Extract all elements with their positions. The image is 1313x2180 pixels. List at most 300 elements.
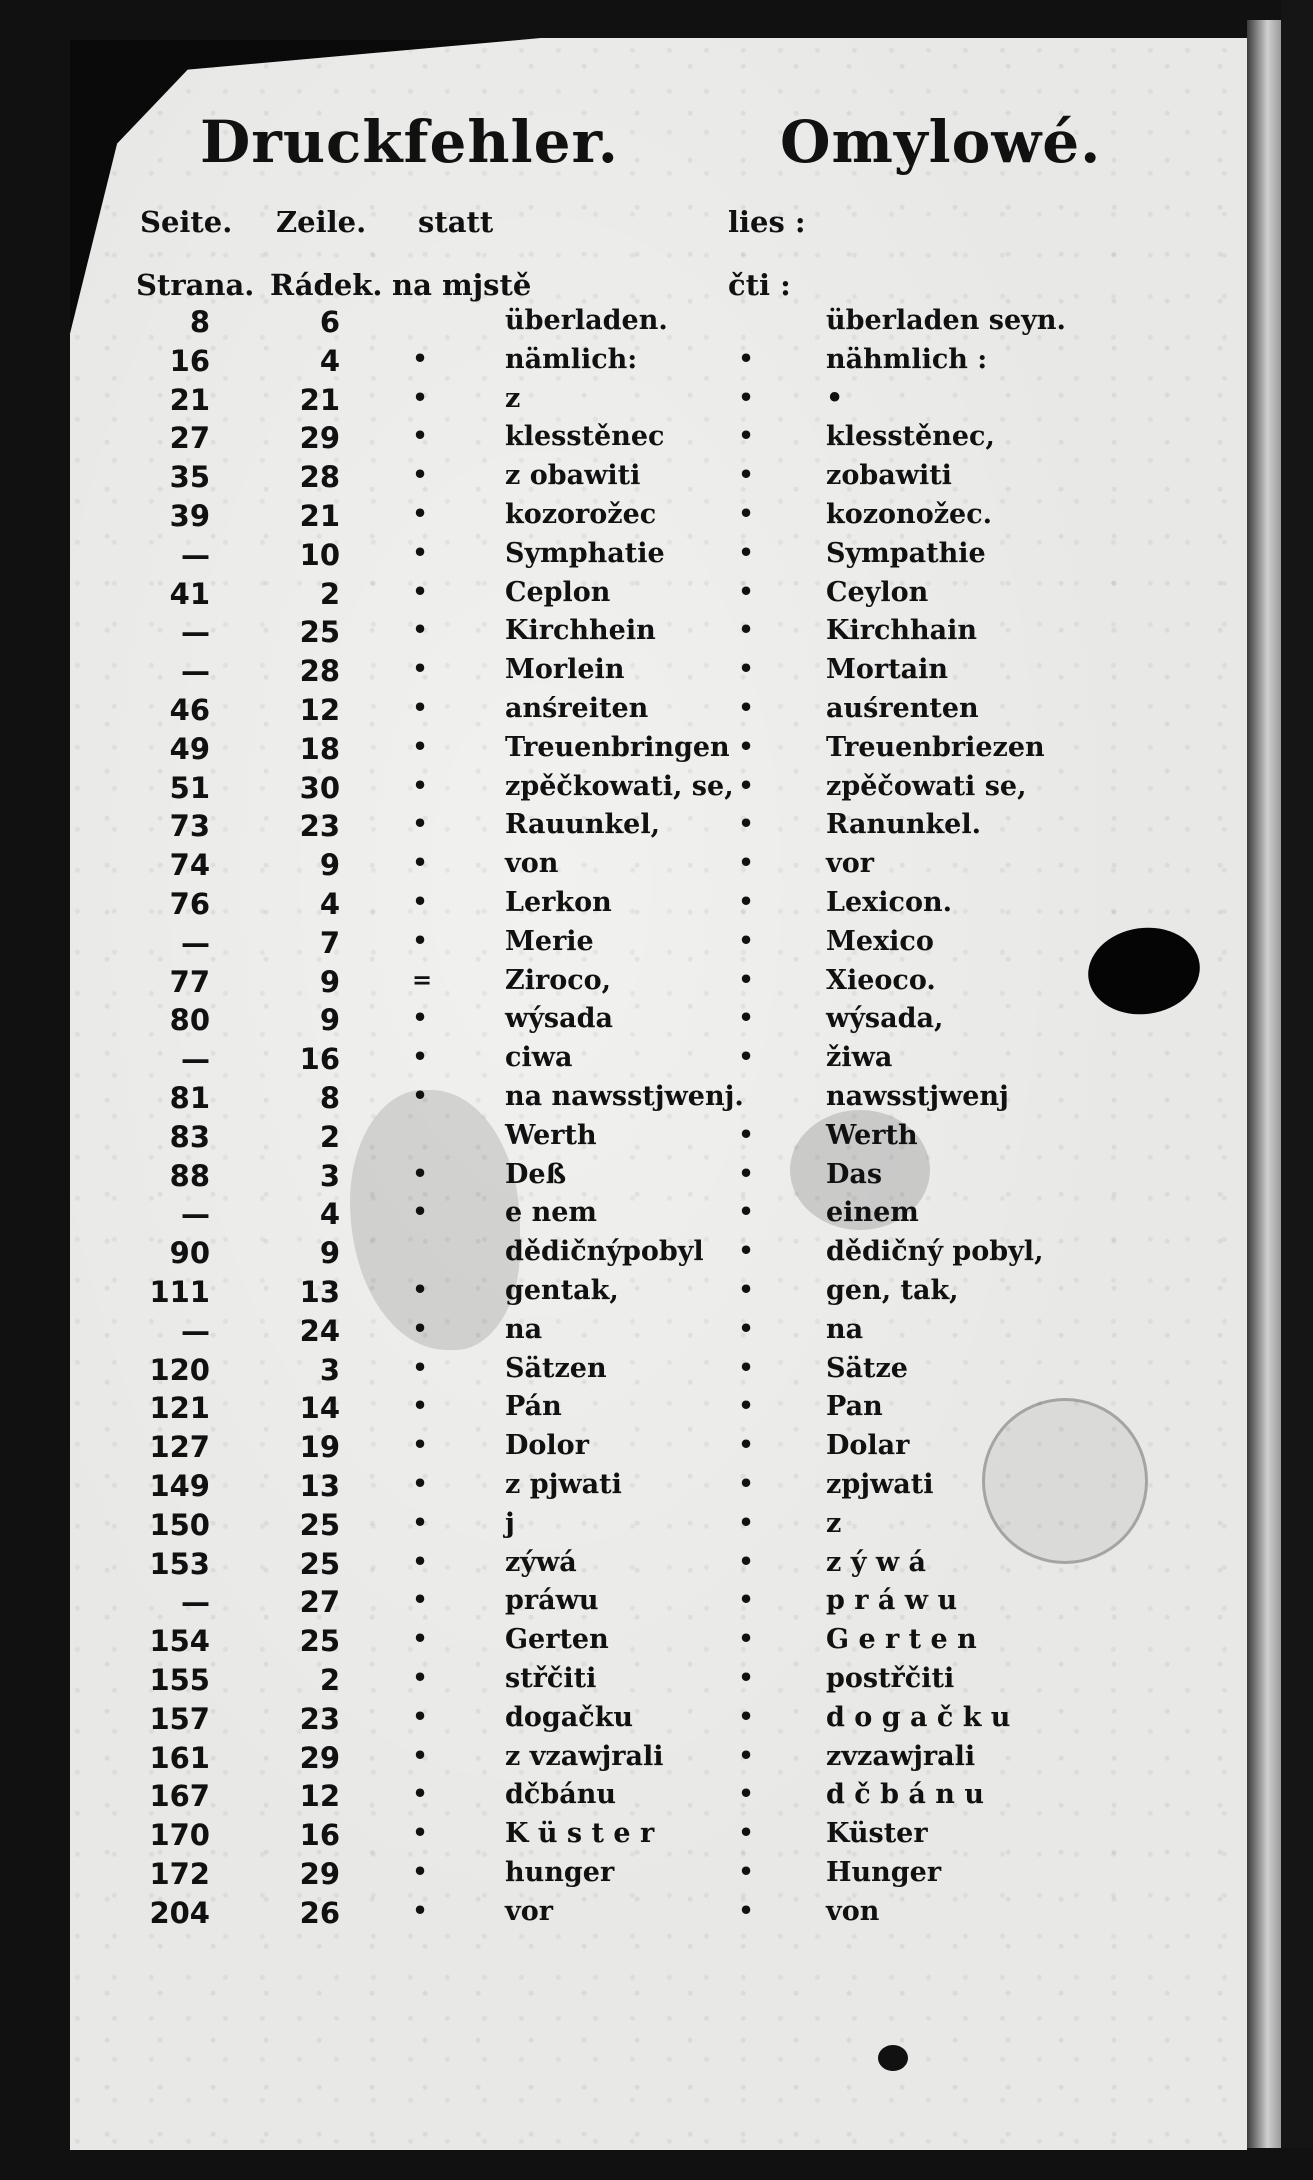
corrected-text: na xyxy=(826,1313,864,1345)
erroneous-text: zýwá xyxy=(505,1546,577,1578)
corrected-text: Hunger xyxy=(826,1857,942,1888)
ditto-mark: • xyxy=(738,1313,754,1343)
erroneous-text: gentak, xyxy=(505,1275,619,1306)
page-number: 111 xyxy=(149,1275,210,1309)
page-number: 41 xyxy=(169,576,210,611)
ditto-mark: • xyxy=(412,1585,428,1615)
page-number: 27 xyxy=(169,421,210,456)
corrected-text: Mexico xyxy=(826,925,934,957)
ditto-mark: • xyxy=(412,1430,428,1460)
errata-row xyxy=(0,1741,1313,1779)
erroneous-text: Kirchhein xyxy=(505,615,656,647)
line-number: 9 xyxy=(319,1003,340,1038)
corrected-text: gen, tak, xyxy=(826,1275,959,1306)
line-number: 25 xyxy=(299,615,340,650)
line-number: 7 xyxy=(319,925,340,960)
ditto-mark: • xyxy=(412,1042,428,1072)
line-number: 16 xyxy=(299,1042,340,1077)
ditto-mark: = xyxy=(412,964,433,994)
erroneous-text: anśreiten xyxy=(505,693,649,724)
line-number: 25 xyxy=(299,1624,340,1659)
erroneous-text: vor xyxy=(505,1895,553,1927)
ditto-mark: • xyxy=(412,654,428,684)
erroneous-text: na xyxy=(505,1313,543,1345)
page-number: 77 xyxy=(169,964,210,999)
line-number: 29 xyxy=(299,1857,340,1891)
corrected-text: zobawiti xyxy=(826,460,952,492)
column-header-cti: čti : xyxy=(728,268,791,302)
errata-row xyxy=(0,1508,1313,1546)
ditto-mark: • xyxy=(738,1430,754,1460)
ditto-mark: • xyxy=(412,343,428,373)
line-number: 14 xyxy=(299,1391,340,1426)
corrected-text: Ceylon xyxy=(826,576,929,608)
ditto-mark: • xyxy=(738,421,754,451)
ditto-mark: • xyxy=(738,1236,754,1266)
line-number: 26 xyxy=(299,1895,340,1930)
line-number: 4 xyxy=(319,343,340,378)
errata-row xyxy=(0,1624,1313,1662)
ditto-mark: • xyxy=(738,1857,754,1886)
page-number: — xyxy=(181,654,210,689)
ditto-mark: • xyxy=(412,693,428,722)
ditto-mark: • xyxy=(412,615,428,645)
errata-row xyxy=(0,693,1313,731)
line-number: 18 xyxy=(299,731,340,766)
corrected-text: Küster xyxy=(826,1818,928,1850)
errata-row xyxy=(0,460,1313,498)
ditto-mark: • xyxy=(412,1895,428,1925)
erroneous-text: z vzawjrali xyxy=(505,1740,664,1772)
corrected-text: d o g a č k u xyxy=(826,1701,1011,1733)
ditto-mark: • xyxy=(738,1003,754,1033)
ditto-mark: • xyxy=(738,1507,754,1537)
scan-border-top xyxy=(0,0,1313,40)
errata-row xyxy=(0,1585,1313,1623)
errata-row xyxy=(0,1042,1313,1080)
ditto-mark: • xyxy=(412,1857,428,1886)
line-number: 4 xyxy=(319,887,340,921)
ditto-mark: • xyxy=(738,1585,754,1615)
errata-row xyxy=(0,1120,1313,1158)
line-number: 28 xyxy=(299,460,340,495)
erroneous-text: Sätzen xyxy=(505,1352,607,1384)
page-number: 88 xyxy=(169,1158,210,1193)
errata-row xyxy=(0,809,1313,847)
errata-row xyxy=(0,1081,1313,1119)
heading-omylowe: Omylowé. xyxy=(780,108,1102,176)
ditto-mark: • xyxy=(738,576,754,606)
erroneous-text: Werth xyxy=(505,1119,597,1151)
corrected-text: Mortain xyxy=(826,654,948,686)
page-number: 51 xyxy=(169,770,210,805)
ditto-mark: • xyxy=(412,1081,428,1110)
erroneous-text: e nem xyxy=(505,1197,597,1229)
line-number: 29 xyxy=(299,1740,340,1775)
erroneous-text: z xyxy=(505,382,521,414)
errata-row xyxy=(0,848,1313,886)
ditto-mark: • xyxy=(738,1779,754,1809)
line-number: 16 xyxy=(299,1818,340,1853)
ditto-mark: • xyxy=(412,460,428,490)
errata-row xyxy=(0,538,1313,576)
column-header-lies: lies : xyxy=(728,205,806,239)
ditto-mark: • xyxy=(412,1352,428,1382)
erroneous-text: dědičnýpobyl xyxy=(505,1236,704,1268)
line-number: 25 xyxy=(299,1546,340,1581)
ditto-mark: • xyxy=(412,848,428,878)
line-number: 29 xyxy=(299,421,340,456)
line-number: 30 xyxy=(299,770,340,805)
line-number: 21 xyxy=(299,499,340,533)
ditto-mark: • xyxy=(738,925,754,955)
ditto-mark: • xyxy=(738,1197,754,1227)
corrected-text: Das xyxy=(826,1158,883,1190)
errata-row xyxy=(0,1547,1313,1585)
errata-row xyxy=(0,383,1313,421)
page-number: 73 xyxy=(169,809,210,844)
column-header-statt: statt xyxy=(418,205,494,239)
corrected-text: p r á w u xyxy=(826,1585,958,1617)
errata-row xyxy=(0,1663,1313,1701)
page-number: 170 xyxy=(149,1818,210,1853)
corrected-text: Lexicon. xyxy=(826,887,952,918)
page-number: 150 xyxy=(149,1507,210,1542)
errata-row xyxy=(0,1896,1313,1934)
corrected-text: • xyxy=(826,382,844,414)
scan-border-bottom xyxy=(0,2148,1313,2180)
corrected-text: einem xyxy=(826,1197,919,1229)
corrected-text: Ranunkel. xyxy=(826,809,981,841)
errata-row xyxy=(0,305,1313,343)
ditto-mark: • xyxy=(738,537,754,567)
ditto-mark: • xyxy=(738,887,754,916)
page-number: — xyxy=(181,1197,210,1232)
erroneous-text: j xyxy=(505,1507,515,1539)
ditto-mark: • xyxy=(412,1391,428,1421)
line-number: 2 xyxy=(319,1663,340,1697)
column-header-zeile: Zeile. xyxy=(276,205,367,239)
erroneous-text: Pán xyxy=(505,1391,562,1423)
errata-row xyxy=(0,1702,1313,1740)
ditto-mark: • xyxy=(412,1003,428,1033)
corrected-text: zpěčowati se, xyxy=(826,770,1027,802)
page-number: 172 xyxy=(149,1857,210,1891)
line-number: 25 xyxy=(299,1507,340,1542)
page-number: 8 xyxy=(189,305,210,339)
page-number: 49 xyxy=(169,731,210,766)
erroneous-text: Lerkon xyxy=(505,887,612,918)
line-number: 23 xyxy=(299,1701,340,1736)
errata-row xyxy=(0,1430,1313,1468)
erroneous-text: von xyxy=(505,848,559,880)
ditto-mark: • xyxy=(412,1197,428,1227)
ditto-mark: • xyxy=(738,1391,754,1421)
ditto-mark: • xyxy=(738,1042,754,1072)
ditto-mark: • xyxy=(738,1624,754,1654)
errata-row xyxy=(0,654,1313,692)
page-number: 21 xyxy=(169,382,210,417)
page-number: — xyxy=(181,537,210,572)
ditto-mark: • xyxy=(738,343,754,373)
ditto-mark: • xyxy=(412,731,428,761)
errata-row xyxy=(0,1197,1313,1235)
erroneous-text: střčiti xyxy=(505,1663,597,1694)
ditto-mark: • xyxy=(738,848,754,878)
ditto-mark: • xyxy=(412,1507,428,1537)
page-number: 121 xyxy=(149,1391,210,1426)
corrected-text: zpjwati xyxy=(826,1469,934,1500)
corrected-text: Sätze xyxy=(826,1352,908,1384)
ditto-mark: • xyxy=(412,382,428,412)
erroneous-text: Symphatie xyxy=(505,537,665,569)
ditto-mark: • xyxy=(412,421,428,451)
erroneous-text: überladen. xyxy=(505,305,668,336)
page-number: 149 xyxy=(149,1469,210,1503)
corrected-text: žiwa xyxy=(826,1042,893,1074)
ditto-mark: • xyxy=(738,1119,754,1149)
ditto-mark: • xyxy=(738,1546,754,1576)
page-number: 154 xyxy=(149,1624,210,1659)
erroneous-text: K ü s t e r xyxy=(505,1818,655,1850)
ditto-mark: • xyxy=(738,615,754,645)
page-number: 74 xyxy=(169,848,210,883)
page-number: 83 xyxy=(169,1119,210,1154)
page-number: 204 xyxy=(149,1895,210,1930)
page-number: 90 xyxy=(169,1236,210,1271)
page-number: 155 xyxy=(149,1663,210,1697)
corrected-text: Treuenbriezen xyxy=(826,731,1045,763)
ditto-mark: • xyxy=(412,925,428,955)
errata-row xyxy=(0,965,1313,1003)
line-number: 23 xyxy=(299,809,340,844)
corrected-text: Xieoco. xyxy=(826,964,936,996)
errata-row xyxy=(0,577,1313,615)
ditto-mark: • xyxy=(738,1818,754,1848)
ditto-mark: • xyxy=(412,1275,428,1304)
page-number: 81 xyxy=(169,1081,210,1115)
erroneous-text: z pjwati xyxy=(505,1469,622,1500)
ditto-mark: • xyxy=(412,887,428,916)
page-number: 80 xyxy=(169,1003,210,1038)
column-header-strana: Strana. xyxy=(136,268,255,302)
erroneous-text: ciwa xyxy=(505,1042,573,1074)
erroneous-text: kozorožec xyxy=(505,499,657,530)
corrected-text: G e r t e n xyxy=(826,1624,977,1656)
errata-row xyxy=(0,615,1313,653)
corrected-text: von xyxy=(826,1895,880,1927)
ditto-mark: • xyxy=(738,1663,754,1692)
erroneous-text: dogačku xyxy=(505,1701,634,1733)
line-number: 4 xyxy=(319,1197,340,1232)
column-header-seite: Seite. xyxy=(140,205,233,239)
erroneous-text: na nawsstjwenj. xyxy=(505,1081,744,1112)
erroneous-text: zpěčkowati, se, xyxy=(505,770,734,802)
corrected-text: Kirchhain xyxy=(826,615,978,647)
erroneous-text: Ziroco, xyxy=(505,964,612,996)
corrected-text: Dolar xyxy=(826,1430,910,1462)
corrected-text: postřčiti xyxy=(826,1663,955,1694)
ditto-mark: • xyxy=(738,1469,754,1498)
heading-druckfehler: Druckfehler. xyxy=(200,108,619,176)
line-number: 12 xyxy=(299,1779,340,1814)
ink-dot xyxy=(878,2045,908,2071)
errata-row xyxy=(0,499,1313,537)
line-number: 3 xyxy=(319,1352,340,1387)
ditto-mark: • xyxy=(738,1158,754,1188)
line-number: 2 xyxy=(319,576,340,611)
corrected-text: kozonožec. xyxy=(826,499,993,530)
corrected-text: vor xyxy=(826,848,874,880)
page-number: — xyxy=(181,1585,210,1620)
corrected-text: klesstěnec, xyxy=(826,421,995,453)
errata-row xyxy=(0,1159,1313,1197)
ditto-mark: • xyxy=(738,964,754,994)
erroneous-text: hunger xyxy=(505,1857,615,1888)
ditto-mark: • xyxy=(412,537,428,567)
ditto-mark: • xyxy=(738,1895,754,1925)
corrected-text: überladen seyn. xyxy=(826,305,1066,336)
line-number: 13 xyxy=(299,1275,340,1309)
errata-row xyxy=(0,926,1313,964)
corrected-text: nawsstjwenj xyxy=(826,1081,1009,1112)
ditto-mark: • xyxy=(738,654,754,684)
errata-row xyxy=(0,1353,1313,1391)
ditto-mark: • xyxy=(738,693,754,722)
page-number: 16 xyxy=(169,343,210,378)
errata-row xyxy=(0,1779,1313,1817)
corrected-text: dědičný pobyl, xyxy=(826,1236,1044,1268)
column-header-na-misse: na mjstě xyxy=(392,268,532,302)
erroneous-text: dčbánu xyxy=(505,1779,616,1811)
erroneous-text: Deß xyxy=(505,1158,567,1190)
line-number: 12 xyxy=(299,693,340,727)
page-number: 39 xyxy=(169,499,210,533)
ditto-mark: • xyxy=(412,770,428,800)
line-number: 28 xyxy=(299,654,340,689)
ditto-mark: • xyxy=(412,1313,428,1343)
page-number: — xyxy=(181,615,210,650)
erroneous-text: práwu xyxy=(505,1585,599,1617)
line-number: 19 xyxy=(299,1430,340,1465)
corrected-text: zvzawjrali xyxy=(826,1740,976,1772)
line-number: 27 xyxy=(299,1585,340,1620)
errata-row xyxy=(0,421,1313,459)
ditto-mark: • xyxy=(412,1701,428,1731)
ditto-mark: • xyxy=(738,382,754,412)
page-number: 76 xyxy=(169,887,210,921)
erroneous-text: Treuenbringen xyxy=(505,731,730,763)
ditto-mark: • xyxy=(738,460,754,490)
errata-row xyxy=(0,344,1313,382)
corrected-text: wýsada, xyxy=(826,1003,944,1035)
errata-row xyxy=(0,732,1313,770)
line-number: 9 xyxy=(319,964,340,999)
line-number: 3 xyxy=(319,1158,340,1193)
ditto-mark: • xyxy=(738,499,754,528)
page-number: 35 xyxy=(169,460,210,495)
erroneous-text: Dolor xyxy=(505,1430,589,1462)
ditto-mark: • xyxy=(412,809,428,839)
errata-row xyxy=(0,1818,1313,1856)
ditto-mark: • xyxy=(738,770,754,800)
line-number: 13 xyxy=(299,1469,340,1503)
erroneous-text: nämlich: xyxy=(505,343,638,375)
corrected-text: auśrenten xyxy=(826,693,979,724)
page-number: 153 xyxy=(149,1546,210,1581)
line-number: 2 xyxy=(319,1119,340,1154)
line-number: 24 xyxy=(299,1313,340,1348)
erroneous-text: klesstěnec xyxy=(505,421,665,453)
erroneous-text: Morlein xyxy=(505,654,625,686)
erroneous-text: z obawiti xyxy=(505,460,641,492)
line-number: 9 xyxy=(319,848,340,883)
errata-row xyxy=(0,1003,1313,1041)
corrected-text: z xyxy=(826,1507,842,1539)
page-number: — xyxy=(181,1313,210,1348)
ditto-mark: • xyxy=(412,1779,428,1809)
page-number: — xyxy=(181,925,210,960)
ditto-mark: • xyxy=(412,1818,428,1848)
erroneous-text: Merie xyxy=(505,925,594,957)
line-number: 21 xyxy=(299,382,340,417)
corrected-text: nähmlich : xyxy=(826,343,988,375)
ditto-mark: • xyxy=(738,1275,754,1304)
errata-row xyxy=(0,1236,1313,1274)
ditto-mark: • xyxy=(738,1740,754,1770)
corrected-text: Sympathie xyxy=(826,537,986,569)
corrected-text: d č b á n u xyxy=(826,1779,984,1811)
corrected-text: Werth xyxy=(826,1119,918,1151)
errata-row xyxy=(0,887,1313,925)
errata-row xyxy=(0,771,1313,809)
ditto-mark: • xyxy=(412,1158,428,1188)
ditto-mark: • xyxy=(412,576,428,606)
line-number: 9 xyxy=(319,1236,340,1271)
erroneous-text: wýsada xyxy=(505,1003,613,1035)
corrected-text: z ý w á xyxy=(826,1546,926,1578)
ditto-mark: • xyxy=(412,499,428,528)
ditto-mark: • xyxy=(412,1469,428,1498)
page-number: 161 xyxy=(149,1740,210,1775)
ditto-mark: • xyxy=(412,1740,428,1770)
ditto-mark: • xyxy=(738,809,754,839)
erroneous-text: Ceplon xyxy=(505,576,611,608)
errata-row xyxy=(0,1857,1313,1895)
erroneous-text: Gerten xyxy=(505,1624,609,1656)
page-number: 167 xyxy=(149,1779,210,1814)
line-number: 8 xyxy=(319,1081,340,1115)
page-number: — xyxy=(181,1042,210,1077)
page-number: 120 xyxy=(149,1352,210,1387)
ditto-mark: • xyxy=(412,1624,428,1654)
errata-row xyxy=(0,1275,1313,1313)
corrected-text: Pan xyxy=(826,1391,883,1423)
ditto-mark: • xyxy=(738,1701,754,1731)
erroneous-text: Rauunkel, xyxy=(505,809,660,841)
line-number: 6 xyxy=(319,305,340,339)
page-number: 127 xyxy=(149,1430,210,1465)
ditto-mark: • xyxy=(412,1546,428,1576)
ditto-mark: • xyxy=(738,1352,754,1382)
page-number: 157 xyxy=(149,1701,210,1736)
ditto-mark: • xyxy=(738,731,754,761)
line-number: 10 xyxy=(299,537,340,572)
ditto-mark: • xyxy=(412,1663,428,1692)
column-header-radek: Rádek. xyxy=(270,268,383,302)
errata-row xyxy=(0,1469,1313,1507)
errata-row xyxy=(0,1314,1313,1352)
